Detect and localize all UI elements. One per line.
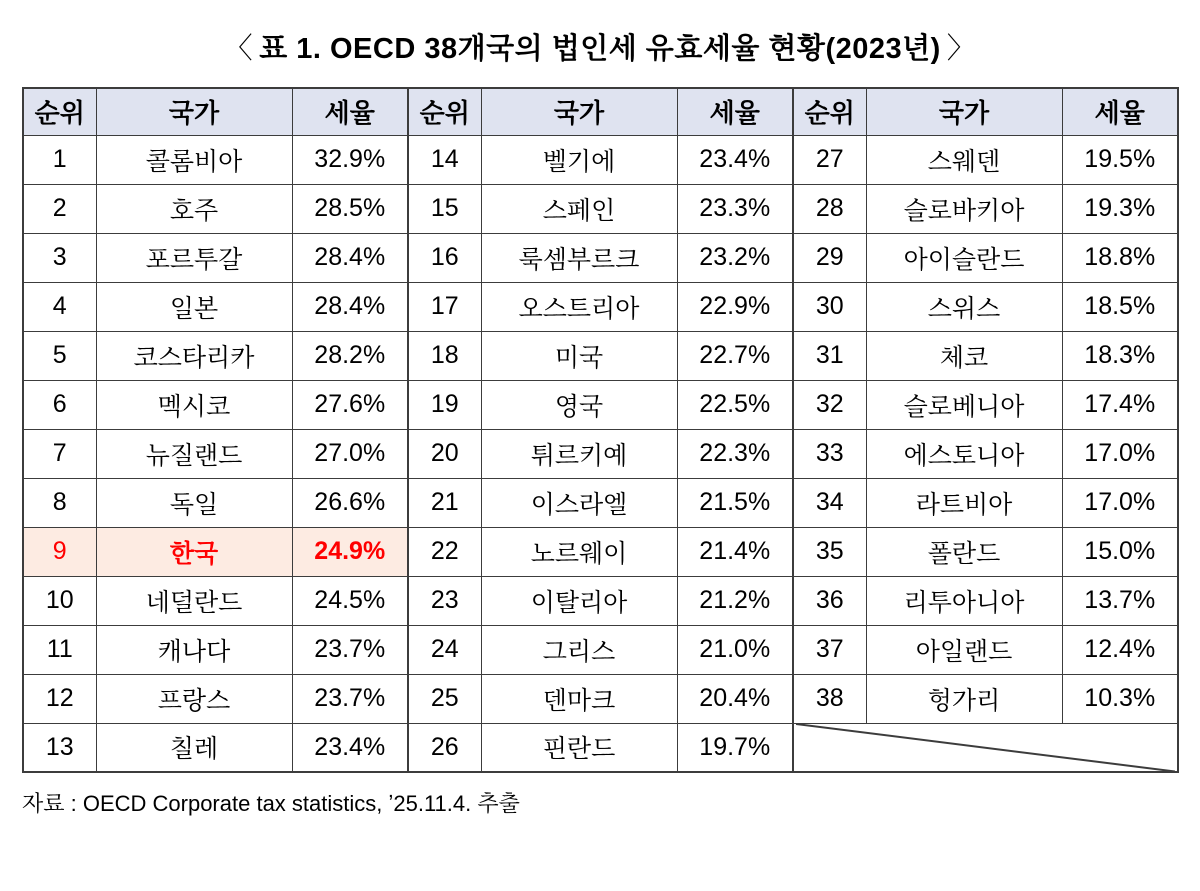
cell-rate: 23.3%: [677, 184, 793, 233]
cell-rate: 21.2%: [677, 576, 793, 625]
cell-country: 핀란드: [481, 723, 677, 772]
cell-rate: 27.6%: [292, 380, 408, 429]
cell-country: 튀르키예: [481, 429, 677, 478]
cell-country: 영국: [481, 380, 677, 429]
cell-rate: 13.7%: [1062, 576, 1178, 625]
table-row: [23, 184, 1178, 233]
cell-rate: 22.3%: [677, 429, 793, 478]
cell-rank: 22: [408, 527, 481, 576]
cell-rate: 28.4%: [292, 282, 408, 331]
cell-rate: 10.3%: [1062, 674, 1178, 723]
cell-rate: 27.0%: [292, 429, 408, 478]
cell-rank: 20: [408, 429, 481, 478]
cell-rank: 14: [408, 135, 481, 184]
cell-rank: 32: [793, 380, 866, 429]
table-body: [23, 135, 1178, 772]
cell-rate: 19.7%: [677, 723, 793, 772]
page-title: [22, 0, 1178, 87]
cell-rank: 26: [408, 723, 481, 772]
cell-rank: 13: [23, 723, 96, 772]
cell-country: 한국: [96, 527, 292, 576]
cell-country: 네덜란드: [96, 576, 292, 625]
cell-rate: 15.0%: [1062, 527, 1178, 576]
cell-rate: 22.7%: [677, 331, 793, 380]
table-row: [23, 478, 1178, 527]
cell-country: 룩셈부르크: [481, 233, 677, 282]
cell-rank: 19: [408, 380, 481, 429]
table-row: [23, 674, 1178, 723]
cell-rank: 38: [793, 674, 866, 723]
cell-country: 노르웨이: [481, 527, 677, 576]
table-row: [23, 625, 1178, 674]
cell-rank: 37: [793, 625, 866, 674]
cell-rank: 33: [793, 429, 866, 478]
title-text: 표 1. OECD 38개국의 법인세 유효세율 현황(2023년): [259, 33, 941, 65]
cell-country: 콜롬비아: [96, 135, 292, 184]
cell-rank: 16: [408, 233, 481, 282]
cell-rank: 24: [408, 625, 481, 674]
cell-rank: 30: [793, 282, 866, 331]
cell-country: 일본: [96, 282, 292, 331]
cell-rate: 18.8%: [1062, 233, 1178, 282]
cell-country: 헝가리: [866, 674, 1062, 723]
cell-rank: 31: [793, 331, 866, 380]
cell-rate: 28.4%: [292, 233, 408, 282]
cell-country: 벨기에: [481, 135, 677, 184]
cell-rank: 11: [23, 625, 96, 674]
cell-rate: 23.7%: [292, 625, 408, 674]
title-open-bracket: 〈: [223, 33, 254, 65]
cell-rank: 10: [23, 576, 96, 625]
cell-rate: 22.9%: [677, 282, 793, 331]
cell-rank: 35: [793, 527, 866, 576]
cell-rate: 22.5%: [677, 380, 793, 429]
cell-rank: 17: [408, 282, 481, 331]
cell-rank: 18: [408, 331, 481, 380]
cell-country: 프랑스: [96, 674, 292, 723]
cell-rank: 27: [793, 135, 866, 184]
cell-country: 오스트리아: [481, 282, 677, 331]
cell-rate: 17.0%: [1062, 429, 1178, 478]
table-row: [23, 282, 1178, 331]
cell-rate: 26.6%: [292, 478, 408, 527]
cell-country: 스웨덴: [866, 135, 1062, 184]
cell-country: 라트비아: [866, 478, 1062, 527]
cell-country: 칠레: [96, 723, 292, 772]
cell-rate: 28.5%: [292, 184, 408, 233]
cell-rank: 12: [23, 674, 96, 723]
cell-country: 폴란드: [866, 527, 1062, 576]
cell-country: 덴마크: [481, 674, 677, 723]
cell-rate: 20.4%: [677, 674, 793, 723]
cell-rate: 17.4%: [1062, 380, 1178, 429]
cell-rank: 1: [23, 135, 96, 184]
cell-country: 캐나다: [96, 625, 292, 674]
cell-rate: 23.4%: [292, 723, 408, 772]
table-row: [23, 723, 1178, 772]
cell-rank: 15: [408, 184, 481, 233]
cell-rate: 28.2%: [292, 331, 408, 380]
cell-country: 아일랜드: [866, 625, 1062, 674]
cell-country: 스위스: [866, 282, 1062, 331]
col-header-rate-2: 세율: [677, 88, 793, 135]
col-header-rate-1: 세율: [292, 88, 408, 135]
cell-rank: 9: [23, 527, 96, 576]
cell-rank: 36: [793, 576, 866, 625]
col-header-country-3: 국가: [866, 88, 1062, 135]
cell-rate: 23.7%: [292, 674, 408, 723]
cell-rank: 3: [23, 233, 96, 282]
table-row: [23, 331, 1178, 380]
cell-rate: 21.5%: [677, 478, 793, 527]
cell-rank: 21: [408, 478, 481, 527]
cell-country: 체코: [866, 331, 1062, 380]
cell-rank: 34: [793, 478, 866, 527]
cell-rank: 5: [23, 331, 96, 380]
tax-rate-table: [22, 87, 1179, 773]
cell-rank: 23: [408, 576, 481, 625]
cell-country: 독일: [96, 478, 292, 527]
table-row: [23, 135, 1178, 184]
title-close-bracket: 〉: [946, 33, 977, 65]
cell-rate: 12.4%: [1062, 625, 1178, 674]
cell-rank: 28: [793, 184, 866, 233]
cell-rate: 18.3%: [1062, 331, 1178, 380]
cell-rate: 18.5%: [1062, 282, 1178, 331]
cell-rate: 23.2%: [677, 233, 793, 282]
cell-rank: 6: [23, 380, 96, 429]
cell-country: 슬로베니아: [866, 380, 1062, 429]
cell-country: 이스라엘: [481, 478, 677, 527]
col-header-country-1: 국가: [96, 88, 292, 135]
col-header-rate-3: 세율: [1062, 88, 1178, 135]
cell-country: 에스토니아: [866, 429, 1062, 478]
cell-country: 멕시코: [96, 380, 292, 429]
cell-country: 이탈리아: [481, 576, 677, 625]
table-row: [23, 233, 1178, 282]
cell-rate: 21.4%: [677, 527, 793, 576]
cell-rate: 24.5%: [292, 576, 408, 625]
cell-rank: 29: [793, 233, 866, 282]
cell-rate: 19.3%: [1062, 184, 1178, 233]
empty-cells-with-diagonal: [793, 723, 1178, 772]
cell-rate: 24.9%: [292, 527, 408, 576]
cell-rank: 2: [23, 184, 96, 233]
col-header-rank-3: 순위: [793, 88, 866, 135]
cell-rank: 7: [23, 429, 96, 478]
cell-rate: 23.4%: [677, 135, 793, 184]
table-row: [23, 576, 1178, 625]
col-header-rank-2: 순위: [408, 88, 481, 135]
cell-rank: 4: [23, 282, 96, 331]
cell-country: 미국: [481, 331, 677, 380]
cell-country: 아이슬란드: [866, 233, 1062, 282]
cell-country: 그리스: [481, 625, 677, 674]
cell-country: 코스타리카: [96, 331, 292, 380]
cell-rank: 8: [23, 478, 96, 527]
cell-country: 스페인: [481, 184, 677, 233]
col-header-country-2: 국가: [481, 88, 677, 135]
table-row: [23, 429, 1178, 478]
cell-rate: 17.0%: [1062, 478, 1178, 527]
cell-country: 호주: [96, 184, 292, 233]
cell-rate: 19.5%: [1062, 135, 1178, 184]
table-row: [23, 380, 1178, 429]
cell-rank: 25: [408, 674, 481, 723]
col-header-rank-1: 순위: [23, 88, 96, 135]
source-note: 자료 : OECD Corporate tax statistics, ʼ25.11.4. 추출: [22, 791, 520, 816]
table-row-highlighted: [23, 527, 1178, 576]
cell-country: 리투아니아: [866, 576, 1062, 625]
cell-rate: 32.9%: [292, 135, 408, 184]
table-header-row: [23, 88, 1178, 135]
cell-country: 포르투갈: [96, 233, 292, 282]
cell-country: 뉴질랜드: [96, 429, 292, 478]
cell-rate: 21.0%: [677, 625, 793, 674]
cell-country: 슬로바키아: [866, 184, 1062, 233]
